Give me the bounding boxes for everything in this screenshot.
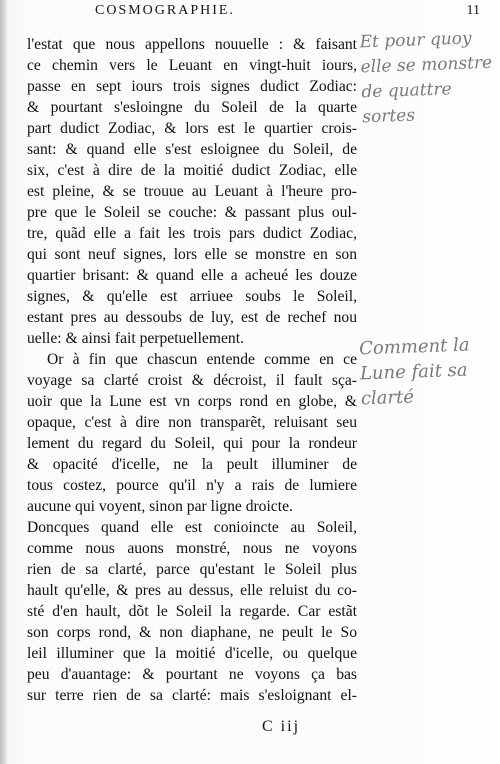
text-line: aucune qui voyent, sinon par ligne droicte. <box>27 498 293 515</box>
text-line: & opacité d'icelle, ne la peult illuminer de <box>27 456 357 473</box>
text-line: Doncques quand elle est conioincte au Soleil, <box>27 519 357 536</box>
running-head <box>40 3 480 23</box>
text-line: & pourtant s'esloingne du Soleil de la quarte <box>27 99 357 116</box>
text-line: comme nous auons monstré, nous ne voyons <box>27 540 357 557</box>
text-line: hault qu'elle, & pres au dessus, elle reluist du co- <box>27 582 357 599</box>
text-line: signes, & qu'elle est arriuee soubs le Soleil, <box>27 288 357 305</box>
text-line: rien de sa clarté, parce qu'estant le Soleil plus <box>27 561 357 578</box>
text-line: l'estat que nous appellons nouuelle : & faisant <box>27 36 357 53</box>
text-line: son corps rond, & non diaphane, ne peult le So <box>27 624 357 641</box>
text-line: sur terre rien de sa clarté: mais s'esloignant el- <box>27 687 357 704</box>
text-line: part dudict Zodiac, & lors est le quartier crois- <box>27 120 357 137</box>
page-gutter-shadow <box>0 0 8 764</box>
text-line: voyage sa clarté croist & décroist, il fault sça- <box>27 372 357 389</box>
folio-number: 11 <box>466 3 480 18</box>
text-line: sté d'en hault, dõt le Soleil la regarde. Car estãt <box>27 603 357 620</box>
text-line: estant pres au dessoubs de luy, est de rechef nou <box>27 309 357 326</box>
text-line: peu d'auantage: & pourtant ne voyons ça bas <box>27 666 357 683</box>
text-line: tous costez, pource qu'il n'y a rais de lumiere <box>27 477 357 494</box>
text-line-paragraph-start: Or à fin que chascun entende comme en ce <box>47 351 357 368</box>
text-line: ce chemin vers le Leuant en vingt-huit iours, <box>27 57 357 74</box>
text-line: sant: & quand elle s'est esloignee du Soleil, de <box>27 141 357 158</box>
main-text-block <box>27 34 357 706</box>
signature-mark: C iij <box>262 718 301 735</box>
text-line: passe en sept iours trois signes dudict Zodiac: <box>27 78 357 95</box>
text-line: six, c'est à dire de la moitié dudict Zodiac, elle <box>27 162 357 179</box>
text-line: quartier brisant: & quand elle a acheué les douze <box>27 267 357 284</box>
text-line: pre que le Soleil se couche: & passant plus oul- <box>27 204 357 221</box>
text-line-paragraph-end: uelle: & ainsi fait perpetuellement. <box>27 330 244 347</box>
running-head-title: COSMOGRAPHIE. <box>95 3 235 18</box>
handwritten-marginal-note: Et pour quoy elle se monstre de quattre sortes <box>359 28 493 128</box>
text-line: qui sont neuf signes, lors elle se monstre en son <box>27 246 357 263</box>
text-line: opaque, c'est à dire non transparẽt, reluisant seu <box>27 414 357 431</box>
text-line: uoir que la Lune est vn corps rond en globe, & <box>27 393 357 410</box>
text-line: leil illuminer que la moitié d'icelle, ou quelque <box>27 645 357 662</box>
text-line: lement du regard du Soleil, qui pour la rondeur <box>27 435 357 452</box>
text-line: tre, quãd elle a fait les trois pars dudict Zodiac, <box>27 225 357 242</box>
handwritten-marginal-note: Comment la Lune fait sa clarté <box>358 334 470 410</box>
text-line: est pleine, & se trouue au Leuant à l'heure pro- <box>27 183 357 200</box>
